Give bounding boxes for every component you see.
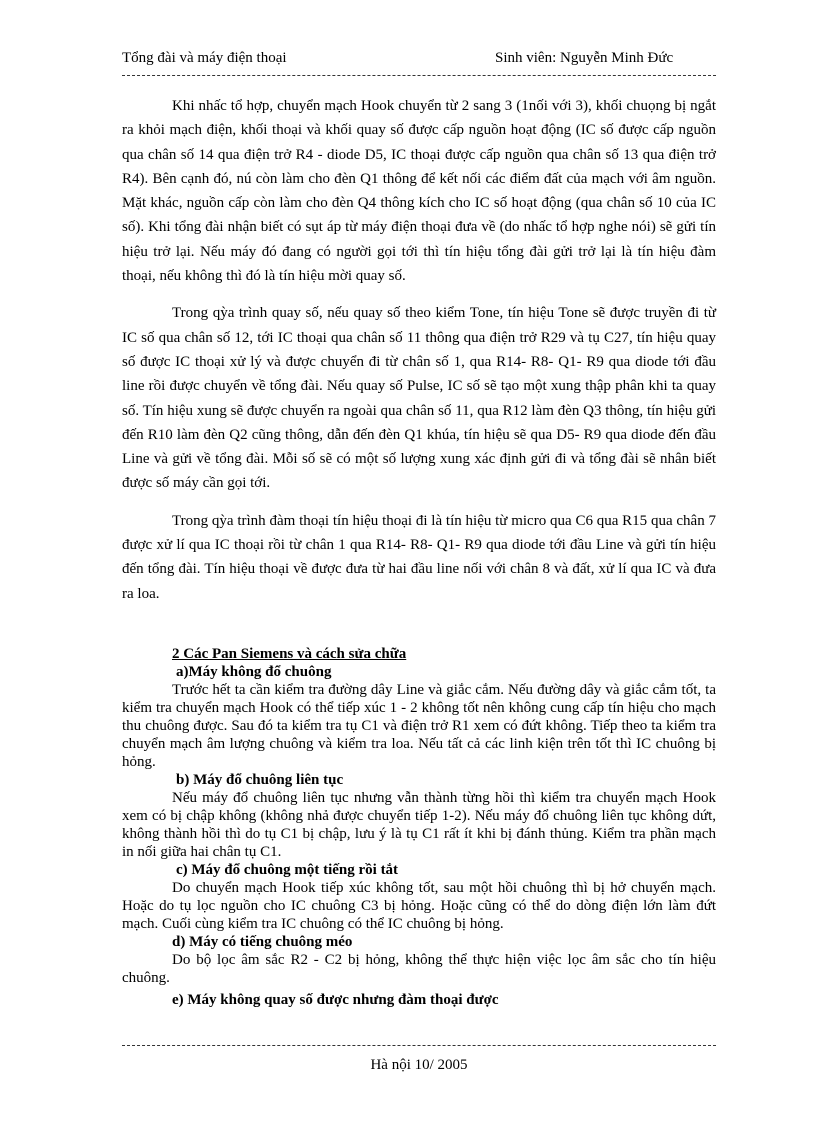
page-header [122,50,716,70]
header-title: Tổng đài và máy điện thoại [122,50,287,66]
subsection-heading: a)Máy không đổ chuông [176,664,332,680]
paragraph: Khi nhấc tổ hợp, chuyển mạch Hook chuyển từ 2 sang 3 (1nối với 3), khối chuọng bị ngắt ra khỏi mạch điện, khối thoại và khối quay số được cấp nguồn hoạt động (IC số được cấp nguồn qua chân số 14 qua điện trở R4 - diode D5, IC thoại được cấp nguồn qua chân số 13 qua điện trở R4). Bên cạnh đó, nú còn làm cho đèn Q1 thông để kết nối các điểm đất của mạch với âm nguồn. Mặt khác, nguồn cấp còn làm cho đèn Q4 thông kích cho IC số hoạt động (qua chân số 10 của IC số). Khi tổng đài nhận biết có sụt áp từ máy điện thoại đưa về (do nhấc tổ hợp nghe nói) sẽ gửi tín hiệu trở lại. Nếu máy đó đang có người gọi tới thì tín hiệu tổng đài gửi trở lại là tín hiệu đàm thoại, nếu không thì đó là tín hiệu mời quay số. [122,98,716,285]
paragraph: Trong qỳa trình quay số, nếu quay số theo kiểm Tone, tín hiệu Tone sẽ được truyền đi từ IC số qua chân số 12, tới IC thoại qua chân số 11 thông qua điện trở R29 và tụ C27, tín hiệu quay số được IC thoại xử lý và được chuyển đi từ chân số 1, qua R14- R8- Q1- R9 qua diode tới đầu line rồi được chuyển về tổng đài. Nếu quay số Pulse, IC số sẽ tạo một xung thập phân khi ta quay số. Tín hiệu xung sẽ được chuyển ra ngoài qua chân số 11, qua R12 làm đèn Q3 thông, tín hiệu gửi đến R10 làm đèn Q2 cũng thông, dẫn đến đèn Q1 khúa, tín hiệu sẽ qua D5- R9 qua diode đến đầu Line và gửi về tổng đài. Mỗi số sẽ có một số lượng xung xác định gửi đi và tổng đài sẽ nhân biết được số máy cần gọi tới. [122,305,716,492]
body-text [122,94,716,619]
paragraph: Trong qỳa trình đàm thoại tín hiệu thoại đi là tín hiệu từ micro qua C6 qua R15 qua chân 7 được xử lí qua IC thoại rồi từ chân 1 qua R14- R8- Q1- R9 qua diode tới đầu Line và gửi tín hiệu đến tổng đài. Tín hiệu thoại về được đưa từ hai đầu line nối với chân 8 và đất, xử lí qua IC và đưa ra loa. [122,512,716,602]
header-rule [122,75,716,76]
footer-rule [122,1045,716,1046]
section-title: 2 Các Pan Siemens và cách sửa chữa [172,646,407,662]
header-author: Sinh viên: Nguyễn Minh Đức [495,50,674,66]
subsection-text: Do chuyển mạch Hook tiếp xúc không tốt, sau một hồi chuông thì bị hở chuyển mạch. Hoặc do tụ lọc nguồn cho IC chuông C3 bị hỏng. Hoặc cũng có thể do dòng điện lớn làm đứt mạch. Cuối cùng kiểm tra IC chuông có thể IC chuông bị hỏng. [122,880,716,932]
subsection-heading: d) Máy có tiếng chuông méo [172,934,353,950]
subsection-heading: c) Máy đổ chuông một tiếng rồi tắt [176,862,399,878]
subsection-heading: b) Máy đổ chuông liên tục [176,772,344,788]
subsection-text: Nếu máy đổ chuông liên tục nhưng vẫn thành từng hồi thì kiểm tra chuyển mạch Hook xem có bị chập không (không nhả được chuyển tiếp 1-2). Nếu máy đổ chuông liên tục không dứt, không thành hồi thì do tụ C1 bị chập, lưu ý là tụ C1 rất ít khi bị đánh thủng. Kiểm tra phần mạch in nối giữa hai chân tụ C1. [122,790,716,860]
subsection-heading: e) Máy không quay số được nhưng đàm thoại được [172,992,499,1008]
subsection-text: Trước hết ta cần kiểm tra đường dây Line và giắc cắm. Nếu đường dây và giắc cắm tốt, ta kiểm tra chuyển mạch Hook có thể tiếp xúc 1 - 2 không tốt nên không cung cấp tín hiệu cho mạch thu chuông được. Sau đó ta kiểm tra tụ C1 và điện trở R1 xem có đứt không. Tiếp theo ta kiểm tra chuyển mạch âm lượng chuông và kiểm tra loa. Nếu tất cả các linh kiện trên tốt thì IC chuông bị hỏng. [122,682,716,770]
subsection-text: Do bộ lọc âm sắc R2 - C2 bị hỏng, không thể thực hiện việc lọc âm sắc cho tín hiệu chuông. [122,952,716,986]
section-pan-siemens [122,645,716,1009]
page-footer: Hà nội 10/ 2005 [370,1057,468,1073]
